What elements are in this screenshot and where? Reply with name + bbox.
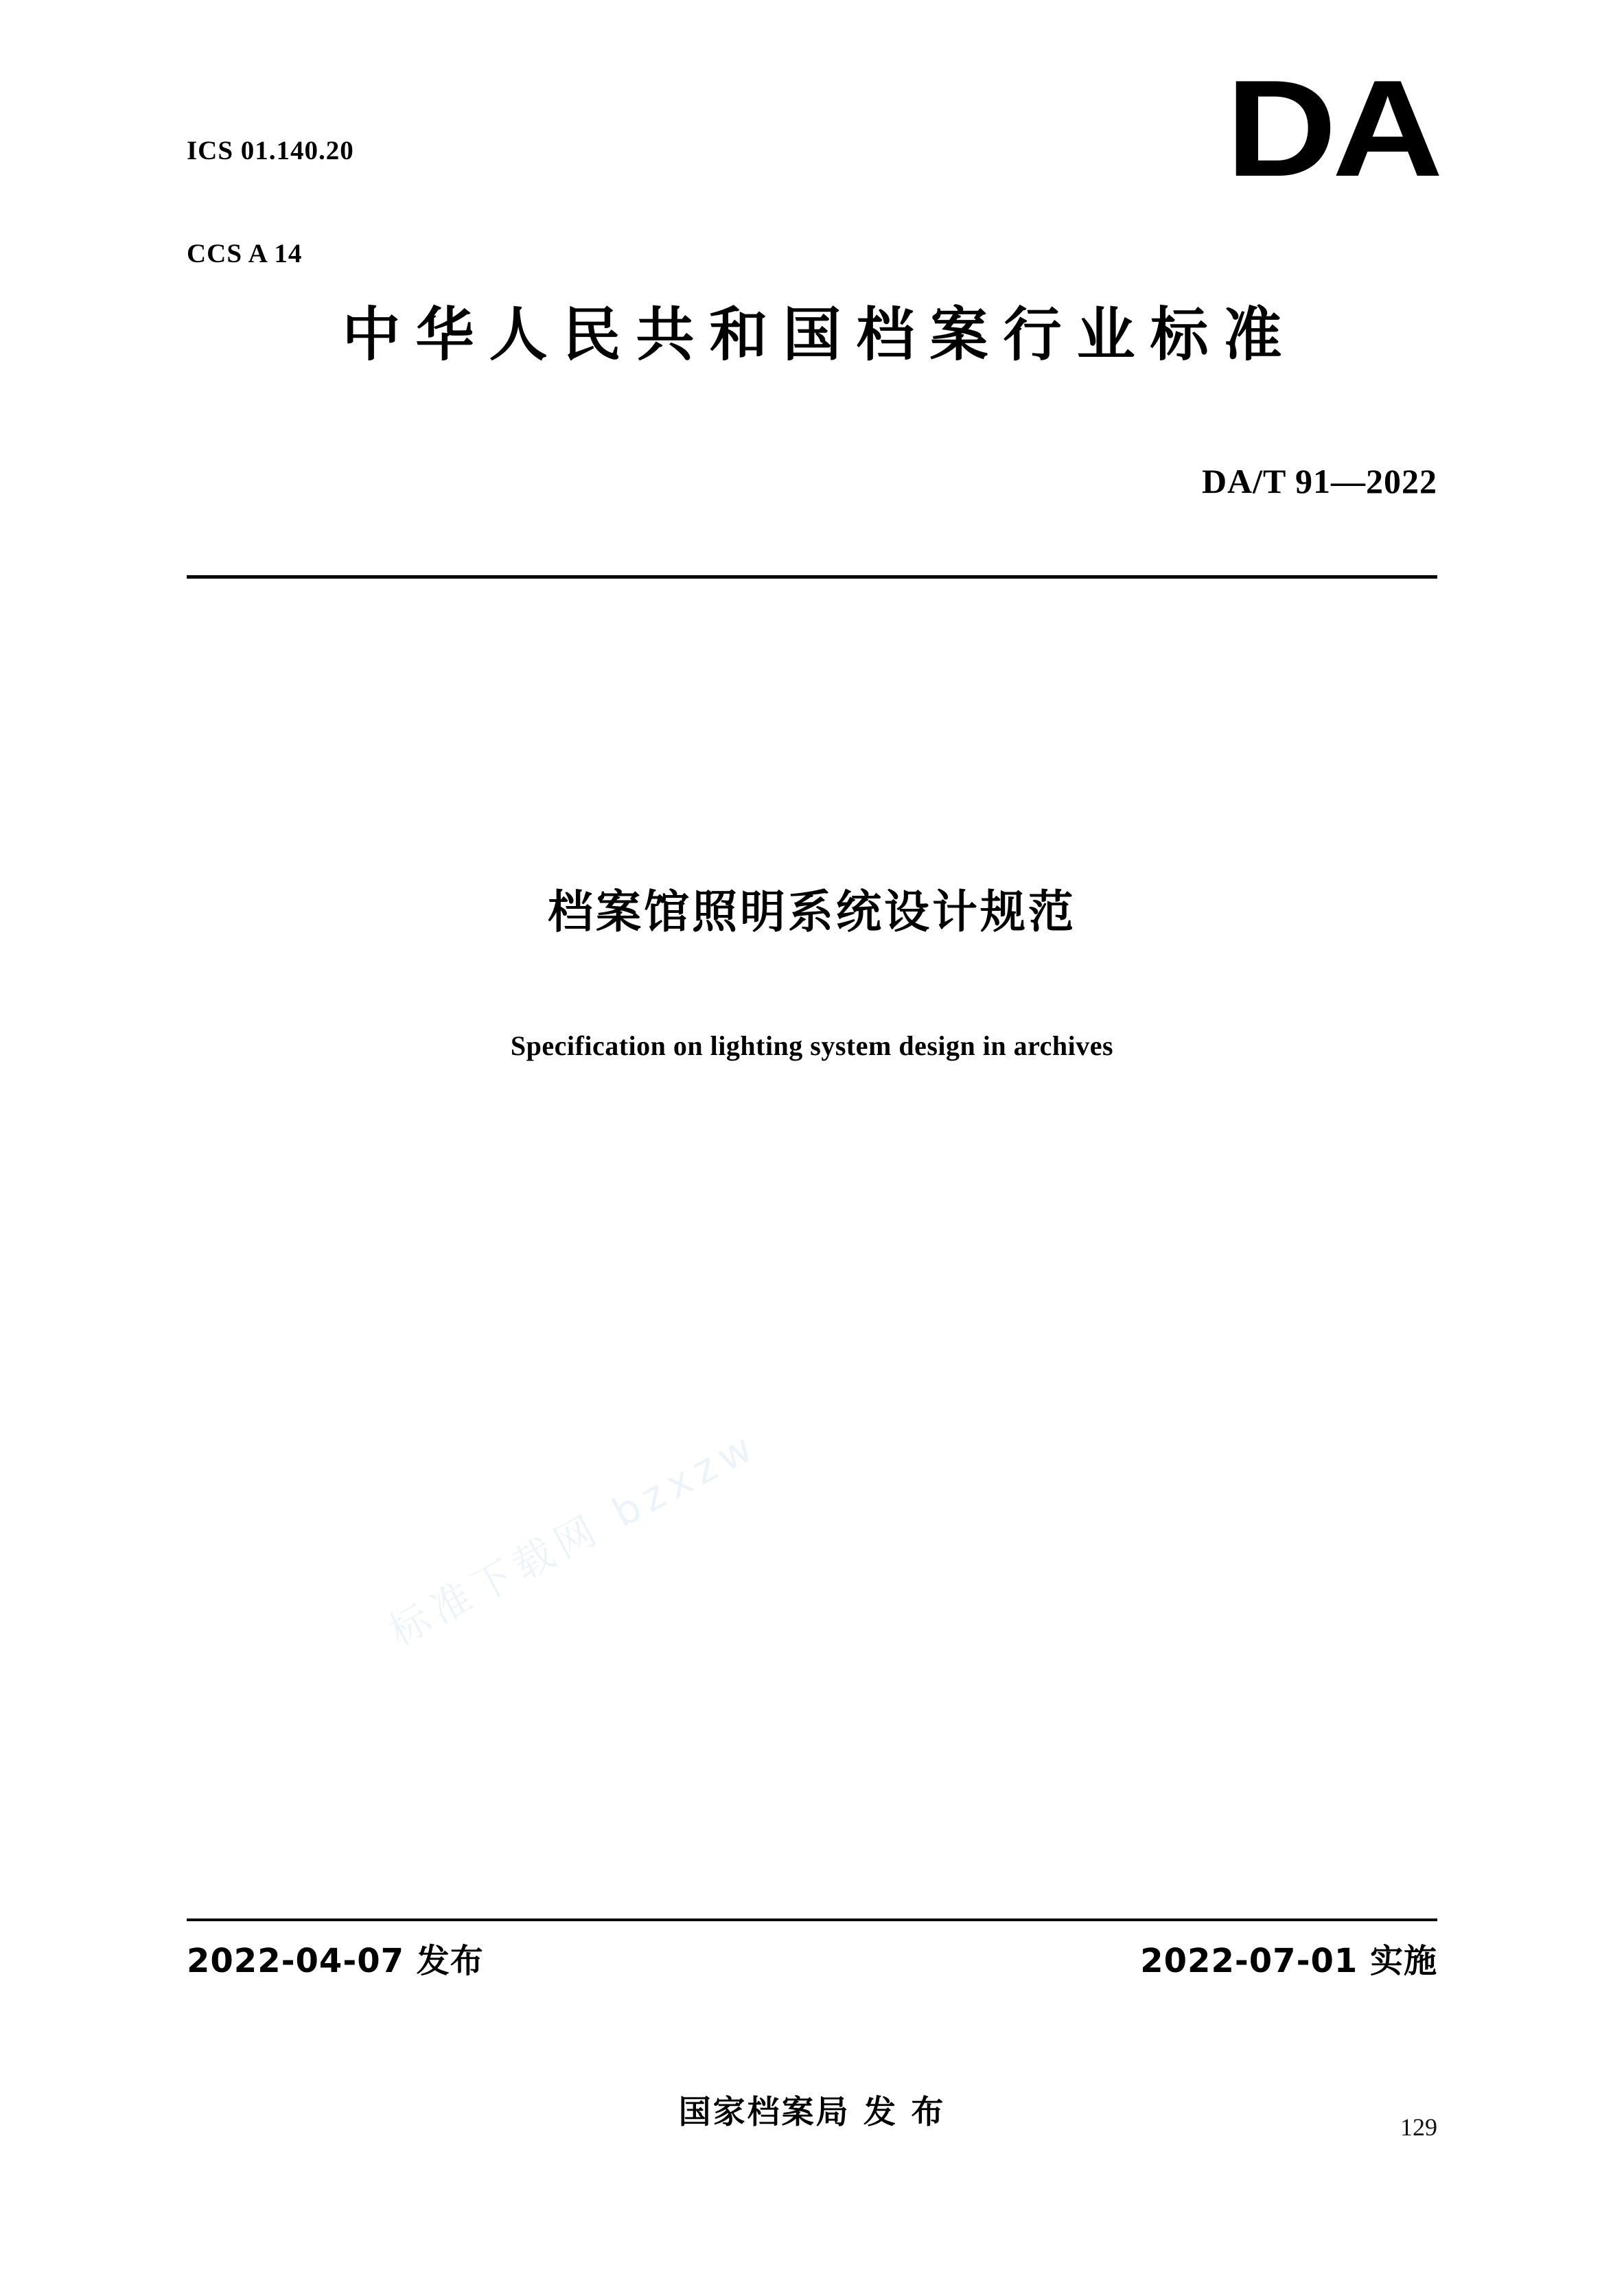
effective-date: 2022-07-01 实施 [1140,1942,1437,1980]
footer-divider [187,1918,1437,1921]
document-title-chinese: 档案馆照明系统设计规范 [548,885,1076,938]
page-number: 129 [1400,2113,1437,2141]
page-title: 中华人民共和国档案行业标准 [342,301,1297,369]
date-row [187,1934,1437,1982]
da-logo: DA [1225,52,1439,205]
ics-code: ICS 01.140.20 [187,135,354,165]
document-title-english: Specification on lighting system design in archives [510,1030,1114,1061]
standard-number: DA/T 91—2022 [1201,462,1437,500]
ccs-code: CCS A 14 [187,238,303,268]
release-date: 2022-04-07 发布 [187,1942,484,1980]
watermark-text: 标准下载网 bzxzw [381,1421,766,1656]
issuing-authority: 国家档案局 发 布 [678,2094,946,2131]
header-divider [187,575,1437,579]
